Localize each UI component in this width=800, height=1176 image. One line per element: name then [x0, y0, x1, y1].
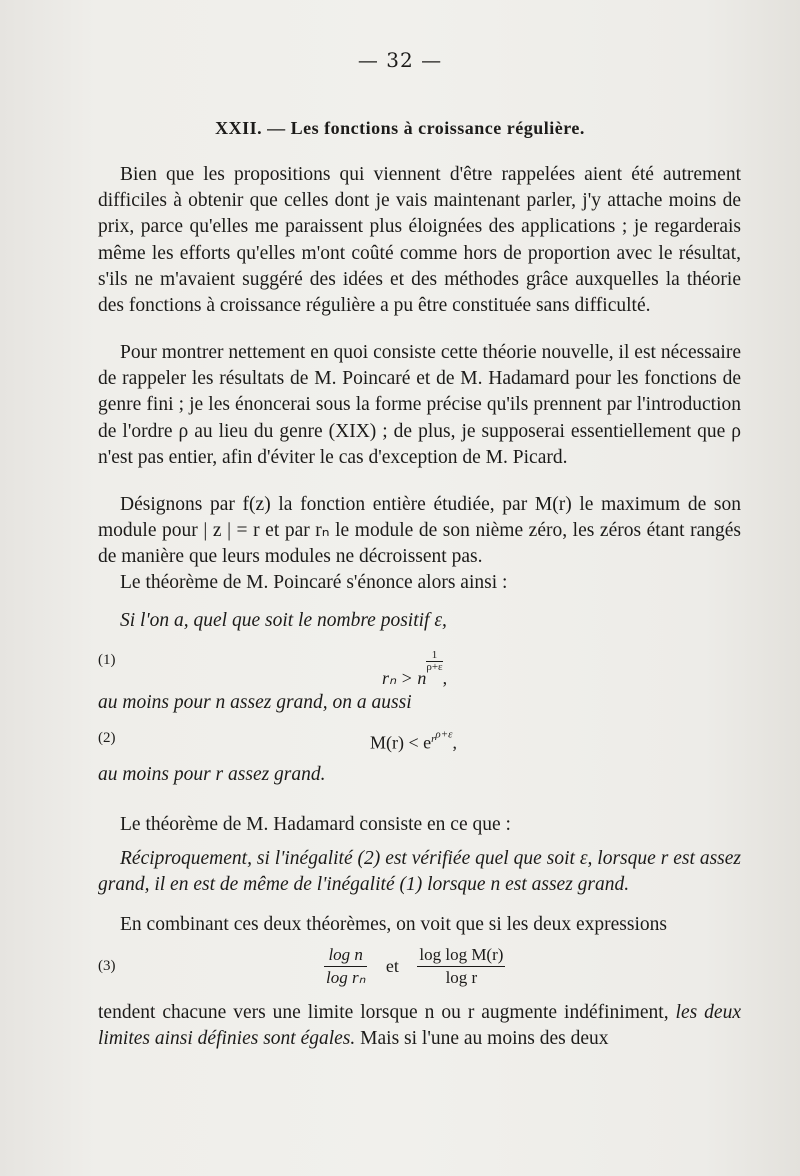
- equation-3: [98, 944, 741, 994]
- paragraph-limits: tendent chacune vers une limite lorsque n ou r augmente indéfiniment, les deux limites ainsi définies sont égales. Mais si l'une au moins des deux: [98, 1002, 741, 1050]
- equation-2-body: $M(r) < e^{r^{\rho+\varepsilon}}$,: [370, 728, 457, 753]
- paragraph-conclusion-r: au moins pour r assez grand.: [98, 764, 326, 785]
- paragraph-poincare-theorem-intro: Le théorème de M. Poincaré s'énonce alors ainsi :: [120, 572, 508, 593]
- paragraph-intro: Bien que les propositions qui viennent d'être rappelées aient été autrement difficiles à obtenir que celles dont je vais maintenant parler, j'y attache moins de prix, parce qu'elles me paraissent plus éloignées des applications ; je regarderais même les efforts qu'elles m'ont coûté comme hors de proportion avec le résultat, s'ils ne m'avaient suggéré des idées et des méthodes grâce auxquelles la théorie des fonctions à croissance régulière a pu être constituée sans difficulté.: [98, 164, 741, 317]
- paragraph-hypothesis: Si l'on a, quel que soit le nombre positif ε,: [120, 610, 447, 631]
- fraction-log-n: $\frac{\text{log n}}{\text{log rₙ}}$: [326, 945, 366, 987]
- equation-1: [98, 644, 741, 688]
- equation-1-body: rₙ > n $^{\frac{1}{\rho+\varepsilon}}$ ,: [382, 649, 448, 688]
- equation-2: [98, 722, 741, 762]
- equation-2-number: (2): [98, 730, 116, 746]
- paragraph-poincare-hadamard: Pour montrer nettement en quoi consiste cette théorie nouvelle, il est nécessaire de rappeler les résultats de M. Poincaré et de M. Hadamard pour les fonctions de genre fini ; je les énoncerai sous la forme précise qu'ils prennent par l'introduction de l'ordre ρ au lieu du genre (XIX) ; de plus, je supposerai essentiellement que ρ n'est pas entier, afin d'éviter le cas d'exception de M. Picard.: [98, 342, 741, 468]
- equation-3-body: $\frac{\text{log n}}{\text{log rₙ}}$ et $\frac{\text{log log M(r)}}{\text{log r}}$: [326, 945, 504, 987]
- paragraph-combining: En combinant ces deux théorèmes, on voit que si les deux expressions: [120, 914, 667, 935]
- paragraph-notation: Désignons par f(z) la fonction entière étudiée, par M(r) le maximum de son module pour | z | = r et par rₙ le module de son nième zéro, les zéros étant rangés de manière que leurs modules ne décroissent pas.: [98, 494, 741, 568]
- paragraph-conclusion-n: au moins pour n assez grand, on a aussi: [98, 692, 412, 713]
- section-title: XXII. — Les fonctions à croissance régulière.: [215, 118, 585, 138]
- equation-1-number: (1): [98, 652, 116, 668]
- equation-3-number: (3): [98, 958, 116, 974]
- paragraph-hadamard-theorem-intro: Le théorème de M. Hadamard consiste en ce que :: [120, 814, 511, 835]
- page-number: — 32 —: [357, 48, 443, 72]
- fraction-log-log-m: $\frac{\text{log log M(r)}}{\text{log r}}$: [419, 945, 504, 987]
- paragraph-reciprocal: Réciproquement, si l'inégalité (2) est vérifiée quel que soit ε, lorsque r est assez grand, il en est de même de l'inégalité (1) lorsque n est assez grand.: [98, 848, 741, 896]
